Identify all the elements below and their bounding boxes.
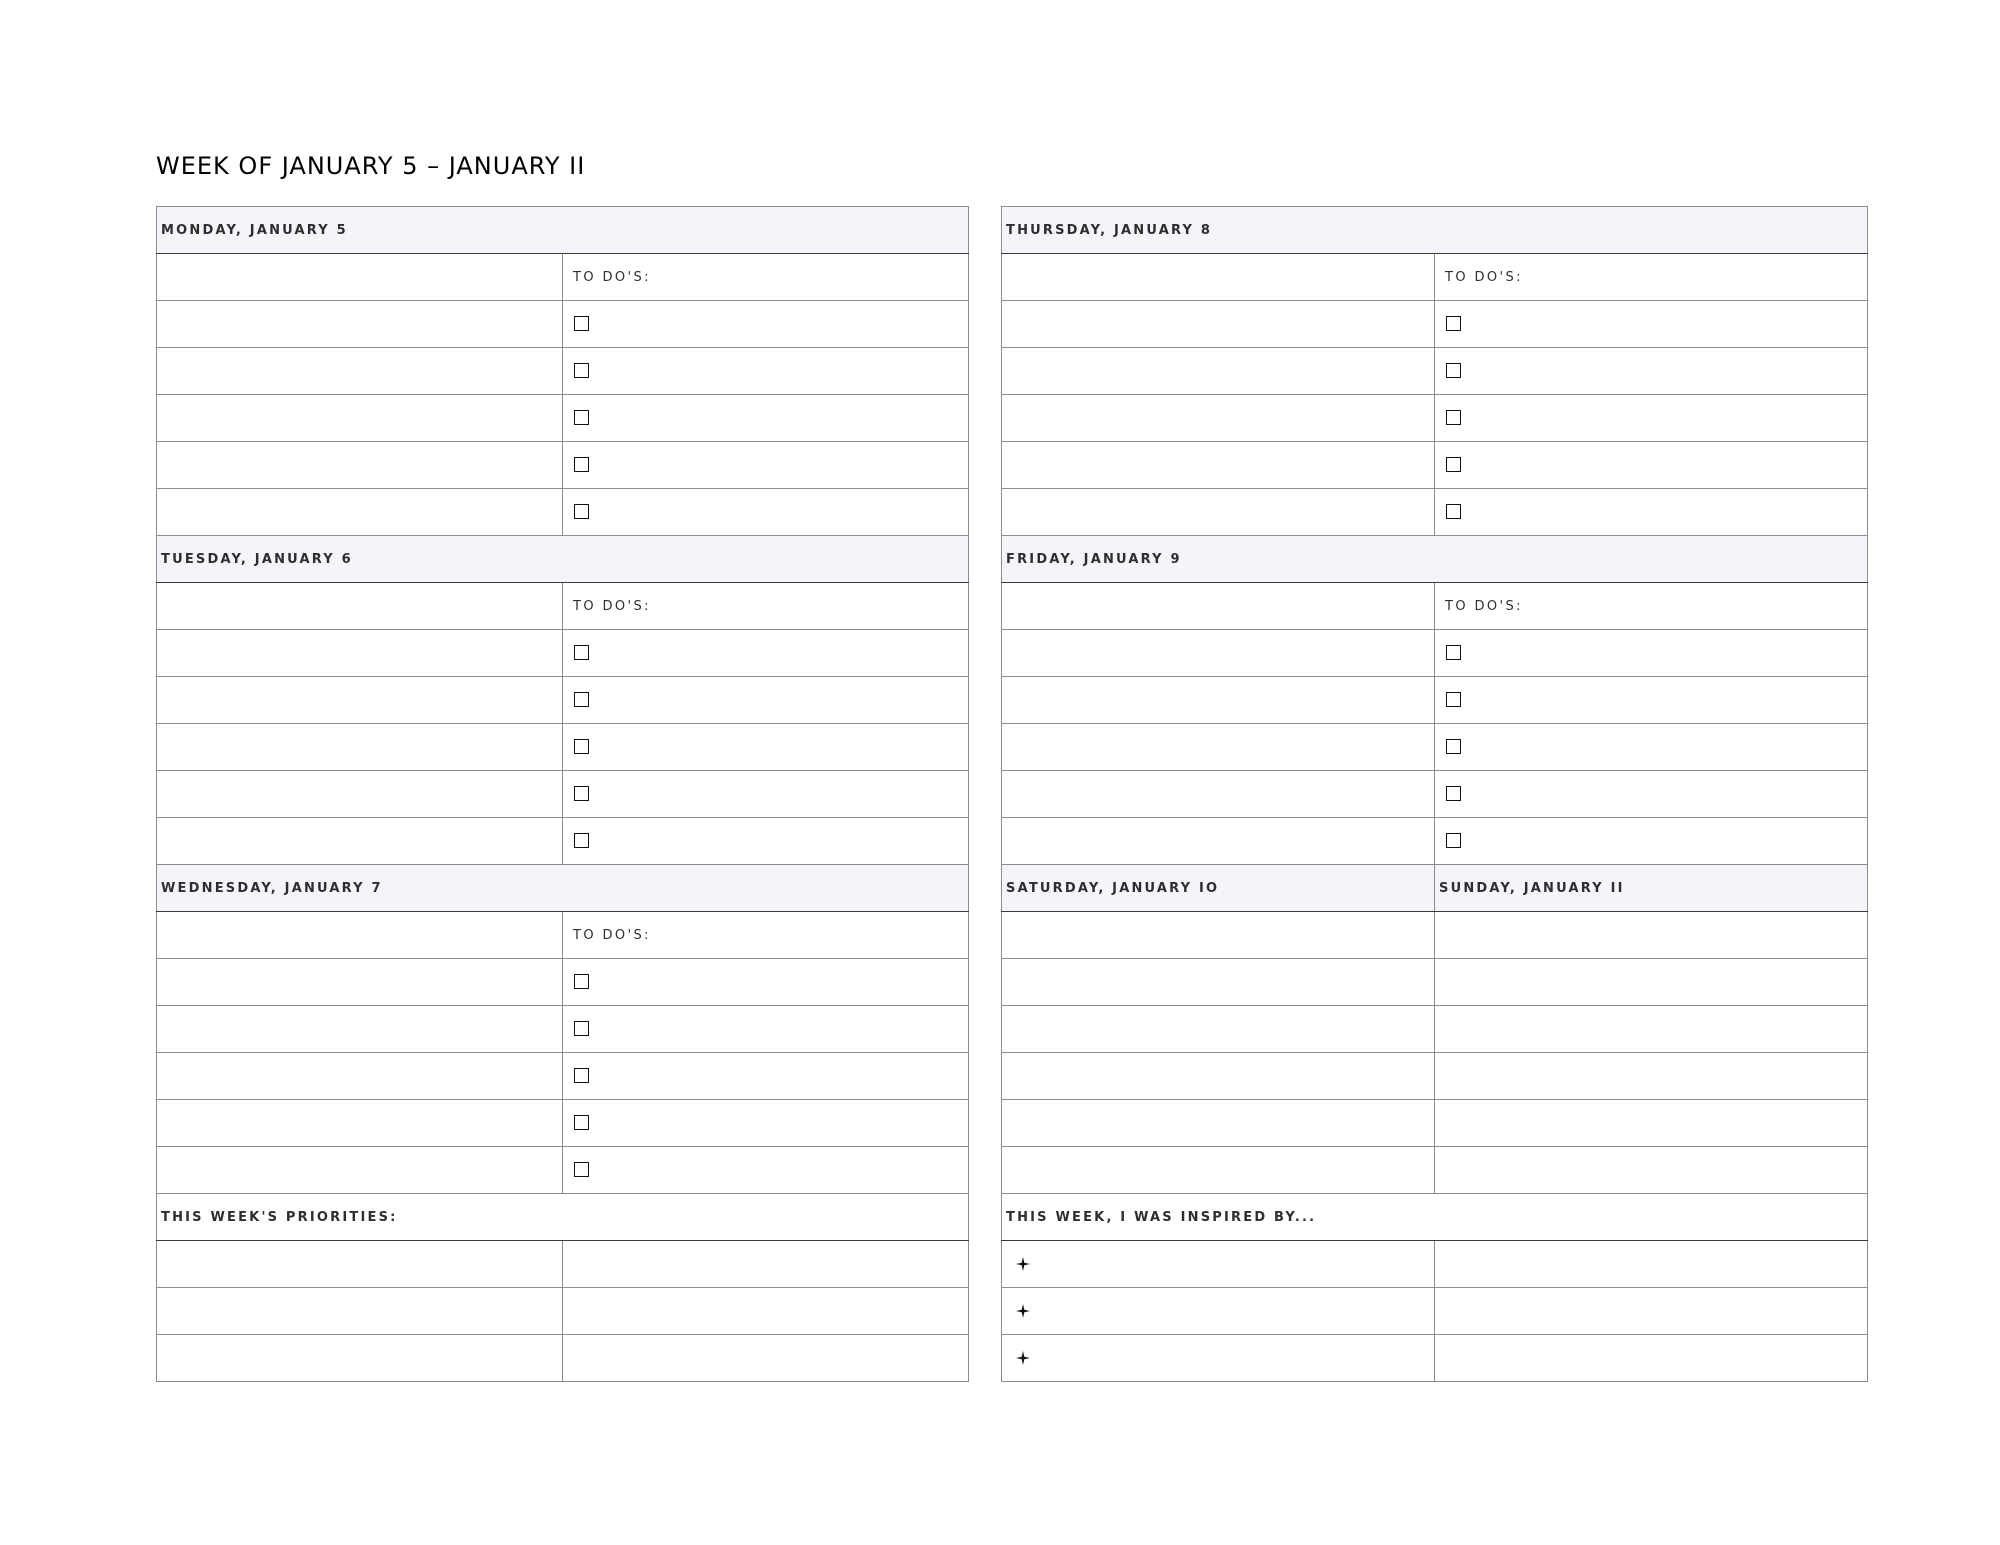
- monday-note-cell[interactable]: [157, 301, 563, 348]
- thursday-row: [1002, 442, 1868, 489]
- tuesday-row: [157, 724, 969, 771]
- tuesday-todo-label-row: [157, 583, 969, 630]
- tuesday-header-row: [157, 536, 969, 583]
- checkbox-icon[interactable]: [1446, 692, 1461, 707]
- tuesday-todo-cell[interactable]: [563, 677, 969, 724]
- friday-note-cell[interactable]: [1002, 630, 1435, 677]
- weekend-row: [1002, 959, 1868, 1006]
- monday-row: [157, 348, 969, 395]
- monday-note-cell[interactable]: [157, 348, 563, 395]
- inspired-cell[interactable]: [1002, 1335, 1435, 1382]
- saturday-cell[interactable]: [1002, 1053, 1435, 1100]
- sunday-cell[interactable]: [1435, 1100, 1868, 1147]
- checkbox-icon[interactable]: [574, 363, 589, 378]
- monday-note-cell[interactable]: [157, 442, 563, 489]
- inspired-row: [1002, 1241, 1868, 1288]
- friday-header: FRIDAY, JANUARY 9: [1002, 536, 1868, 583]
- friday-todo-cell[interactable]: [1435, 724, 1868, 771]
- checkbox-icon[interactable]: [574, 457, 589, 472]
- wednesday-note-cell[interactable]: [157, 1147, 563, 1194]
- wednesday-row: [157, 959, 969, 1006]
- monday-row: [157, 395, 969, 442]
- wednesday-todo-cell[interactable]: [563, 1006, 969, 1053]
- checkbox-icon[interactable]: [1446, 316, 1461, 331]
- tuesday-note-cell[interactable]: [157, 724, 563, 771]
- monday-todo-cell[interactable]: [563, 489, 969, 536]
- checkbox-icon[interactable]: [1446, 457, 1461, 472]
- checkbox-icon[interactable]: [1446, 363, 1461, 378]
- tuesday-todo-cell[interactable]: [563, 771, 969, 818]
- wednesday-header: WEDNESDAY, JANUARY 7: [157, 865, 969, 912]
- saturday-header: SATURDAY, JANUARY IO: [1002, 865, 1435, 912]
- wednesday-row: [157, 1006, 969, 1053]
- wednesday-row: [157, 1053, 969, 1100]
- checkbox-icon[interactable]: [1446, 833, 1461, 848]
- monday-note-cell[interactable]: [157, 254, 563, 301]
- sunday-cell[interactable]: [1435, 959, 1868, 1006]
- inspired-cell[interactable]: [1002, 1288, 1435, 1335]
- thursday-note-cell[interactable]: [1002, 301, 1435, 348]
- thursday-note-cell[interactable]: [1002, 442, 1435, 489]
- thursday-note-cell[interactable]: [1002, 489, 1435, 536]
- friday-row: [1002, 677, 1868, 724]
- tuesday-todo-cell[interactable]: [563, 818, 969, 865]
- priority-row: [157, 1335, 969, 1382]
- tuesday-todo-cell[interactable]: [563, 630, 969, 677]
- page-title: WEEK OF JANUARY 5 – JANUARY II: [156, 152, 586, 180]
- friday-note-cell[interactable]: [1002, 583, 1435, 630]
- sparkle-icon: [1016, 1257, 1030, 1271]
- priority-cell[interactable]: [157, 1335, 563, 1382]
- left-planner-grid: [156, 206, 969, 1382]
- right-planner-grid: [1001, 206, 1868, 1382]
- sparkle-icon: [1016, 1351, 1030, 1365]
- inspired-cell[interactable]: [1435, 1288, 1868, 1335]
- thursday-todo-cell[interactable]: [1435, 489, 1868, 536]
- friday-todo-label-row: [1002, 583, 1868, 630]
- monday-note-cell[interactable]: [157, 395, 563, 442]
- inspired-row: [1002, 1288, 1868, 1335]
- monday-row: [157, 442, 969, 489]
- inspired-header-row: [1002, 1194, 1868, 1241]
- wednesday-note-cell[interactable]: [157, 1053, 563, 1100]
- tuesday-row: [157, 818, 969, 865]
- sunday-cell[interactable]: [1435, 912, 1868, 959]
- tuesday-todo-cell[interactable]: [563, 724, 969, 771]
- weekend-row: [1002, 1053, 1868, 1100]
- monday-todo-label-row: [157, 254, 969, 301]
- priority-cell[interactable]: [563, 1241, 969, 1288]
- wednesday-row: [157, 1147, 969, 1194]
- thursday-todo-label-row: [1002, 254, 1868, 301]
- priority-cell[interactable]: [157, 1241, 563, 1288]
- wednesday-todo-cell[interactable]: [563, 1100, 969, 1147]
- wednesday-todos-label: TO DO'S:: [563, 912, 969, 959]
- weekend-row: [1002, 1147, 1868, 1194]
- thursday-todo-cell[interactable]: [1435, 301, 1868, 348]
- checkbox-icon[interactable]: [574, 833, 589, 848]
- monday-row: [157, 489, 969, 536]
- thursday-header: THURSDAY, JANUARY 8: [1002, 207, 1868, 254]
- wednesday-todo-cell[interactable]: [563, 1147, 969, 1194]
- tuesday-note-cell[interactable]: [157, 818, 563, 865]
- saturday-cell[interactable]: [1002, 912, 1435, 959]
- tuesday-note-cell[interactable]: [157, 630, 563, 677]
- tuesday-note-cell[interactable]: [157, 677, 563, 724]
- sparkle-icon: [1016, 1304, 1030, 1318]
- tuesday-todos-label: TO DO'S:: [563, 583, 969, 630]
- thursday-row: [1002, 348, 1868, 395]
- checkbox-icon[interactable]: [574, 1162, 589, 1177]
- wednesday-row: [157, 1100, 969, 1147]
- thursday-header-row: [1002, 207, 1868, 254]
- tuesday-note-cell[interactable]: [157, 583, 563, 630]
- priorities-header-row: [157, 1194, 969, 1241]
- friday-header-row: [1002, 536, 1868, 583]
- inspired-cell[interactable]: [1435, 1241, 1868, 1288]
- checkbox-icon[interactable]: [574, 1021, 589, 1036]
- checkbox-icon[interactable]: [574, 692, 589, 707]
- priority-row: [157, 1288, 969, 1335]
- checkbox-icon[interactable]: [574, 1068, 589, 1083]
- wednesday-todo-cell[interactable]: [563, 959, 969, 1006]
- thursday-todos-label: TO DO'S:: [1435, 254, 1868, 301]
- friday-todo-cell[interactable]: [1435, 630, 1868, 677]
- checkbox-icon[interactable]: [574, 786, 589, 801]
- friday-todos-label: TO DO'S:: [1435, 583, 1868, 630]
- sunday-header: SUNDAY, JANUARY II: [1435, 865, 1868, 912]
- friday-todo-cell[interactable]: [1435, 818, 1868, 865]
- saturday-cell[interactable]: [1002, 1147, 1435, 1194]
- weekend-row: [1002, 912, 1868, 959]
- monday-todos-label: TO DO'S:: [563, 254, 969, 301]
- checkbox-icon[interactable]: [1446, 739, 1461, 754]
- friday-note-cell[interactable]: [1002, 677, 1435, 724]
- friday-row: [1002, 818, 1868, 865]
- weekend-row: [1002, 1006, 1868, 1053]
- wednesday-note-cell[interactable]: [157, 912, 563, 959]
- friday-note-cell[interactable]: [1002, 818, 1435, 865]
- wednesday-note-cell[interactable]: [157, 1100, 563, 1147]
- tuesday-row: [157, 677, 969, 724]
- saturday-cell[interactable]: [1002, 959, 1435, 1006]
- thursday-todo-cell[interactable]: [1435, 442, 1868, 489]
- thursday-row: [1002, 301, 1868, 348]
- priority-row: [157, 1241, 969, 1288]
- checkbox-icon[interactable]: [1446, 786, 1461, 801]
- priority-cell[interactable]: [563, 1288, 969, 1335]
- tuesday-row: [157, 630, 969, 677]
- friday-todo-cell[interactable]: [1435, 677, 1868, 724]
- monday-row: [157, 301, 969, 348]
- checkbox-icon[interactable]: [574, 1115, 589, 1130]
- checkbox-icon[interactable]: [574, 410, 589, 425]
- friday-note-cell[interactable]: [1002, 771, 1435, 818]
- monday-todo-cell[interactable]: [563, 442, 969, 489]
- wednesday-todo-label-row: [157, 912, 969, 959]
- sunday-cell[interactable]: [1435, 1053, 1868, 1100]
- weekend-row: [1002, 1100, 1868, 1147]
- friday-todo-cell[interactable]: [1435, 771, 1868, 818]
- weekend-header-row: [1002, 865, 1868, 912]
- checkbox-icon[interactable]: [574, 316, 589, 331]
- monday-header-row: [157, 207, 969, 254]
- monday-note-cell[interactable]: [157, 489, 563, 536]
- friday-row: [1002, 771, 1868, 818]
- priority-cell[interactable]: [157, 1288, 563, 1335]
- wednesday-todo-cell[interactable]: [563, 1053, 969, 1100]
- thursday-note-cell[interactable]: [1002, 348, 1435, 395]
- tuesday-row: [157, 771, 969, 818]
- checkbox-icon[interactable]: [574, 974, 589, 989]
- checkbox-icon[interactable]: [574, 504, 589, 519]
- monday-todo-cell[interactable]: [563, 395, 969, 442]
- inspired-row: [1002, 1335, 1868, 1382]
- thursday-row: [1002, 395, 1868, 442]
- wednesday-note-cell[interactable]: [157, 1006, 563, 1053]
- friday-row: [1002, 630, 1868, 677]
- monday-todo-cell[interactable]: [563, 301, 969, 348]
- inspired-cell[interactable]: [1002, 1241, 1435, 1288]
- thursday-note-cell[interactable]: [1002, 254, 1435, 301]
- thursday-todo-cell[interactable]: [1435, 395, 1868, 442]
- thursday-row: [1002, 489, 1868, 536]
- checkbox-icon[interactable]: [574, 739, 589, 754]
- priority-cell[interactable]: [563, 1335, 969, 1382]
- saturday-cell[interactable]: [1002, 1006, 1435, 1053]
- checkbox-icon[interactable]: [1446, 645, 1461, 660]
- wednesday-header-row: [157, 865, 969, 912]
- inspired-header: THIS WEEK, I WAS INSPIRED BY...: [1002, 1194, 1868, 1241]
- tuesday-header: TUESDAY, JANUARY 6: [157, 536, 969, 583]
- checkbox-icon[interactable]: [574, 645, 589, 660]
- tuesday-note-cell[interactable]: [157, 771, 563, 818]
- thursday-todo-cell[interactable]: [1435, 348, 1868, 395]
- priorities-header: THIS WEEK'S PRIORITIES:: [157, 1194, 969, 1241]
- monday-header: MONDAY, JANUARY 5: [157, 207, 969, 254]
- checkbox-icon[interactable]: [1446, 504, 1461, 519]
- thursday-note-cell[interactable]: [1002, 395, 1435, 442]
- monday-todo-cell[interactable]: [563, 348, 969, 395]
- sunday-cell[interactable]: [1435, 1147, 1868, 1194]
- friday-note-cell[interactable]: [1002, 724, 1435, 771]
- wednesday-note-cell[interactable]: [157, 959, 563, 1006]
- sunday-cell[interactable]: [1435, 1006, 1868, 1053]
- saturday-cell[interactable]: [1002, 1100, 1435, 1147]
- checkbox-icon[interactable]: [1446, 410, 1461, 425]
- inspired-cell[interactable]: [1435, 1335, 1868, 1382]
- friday-row: [1002, 724, 1868, 771]
